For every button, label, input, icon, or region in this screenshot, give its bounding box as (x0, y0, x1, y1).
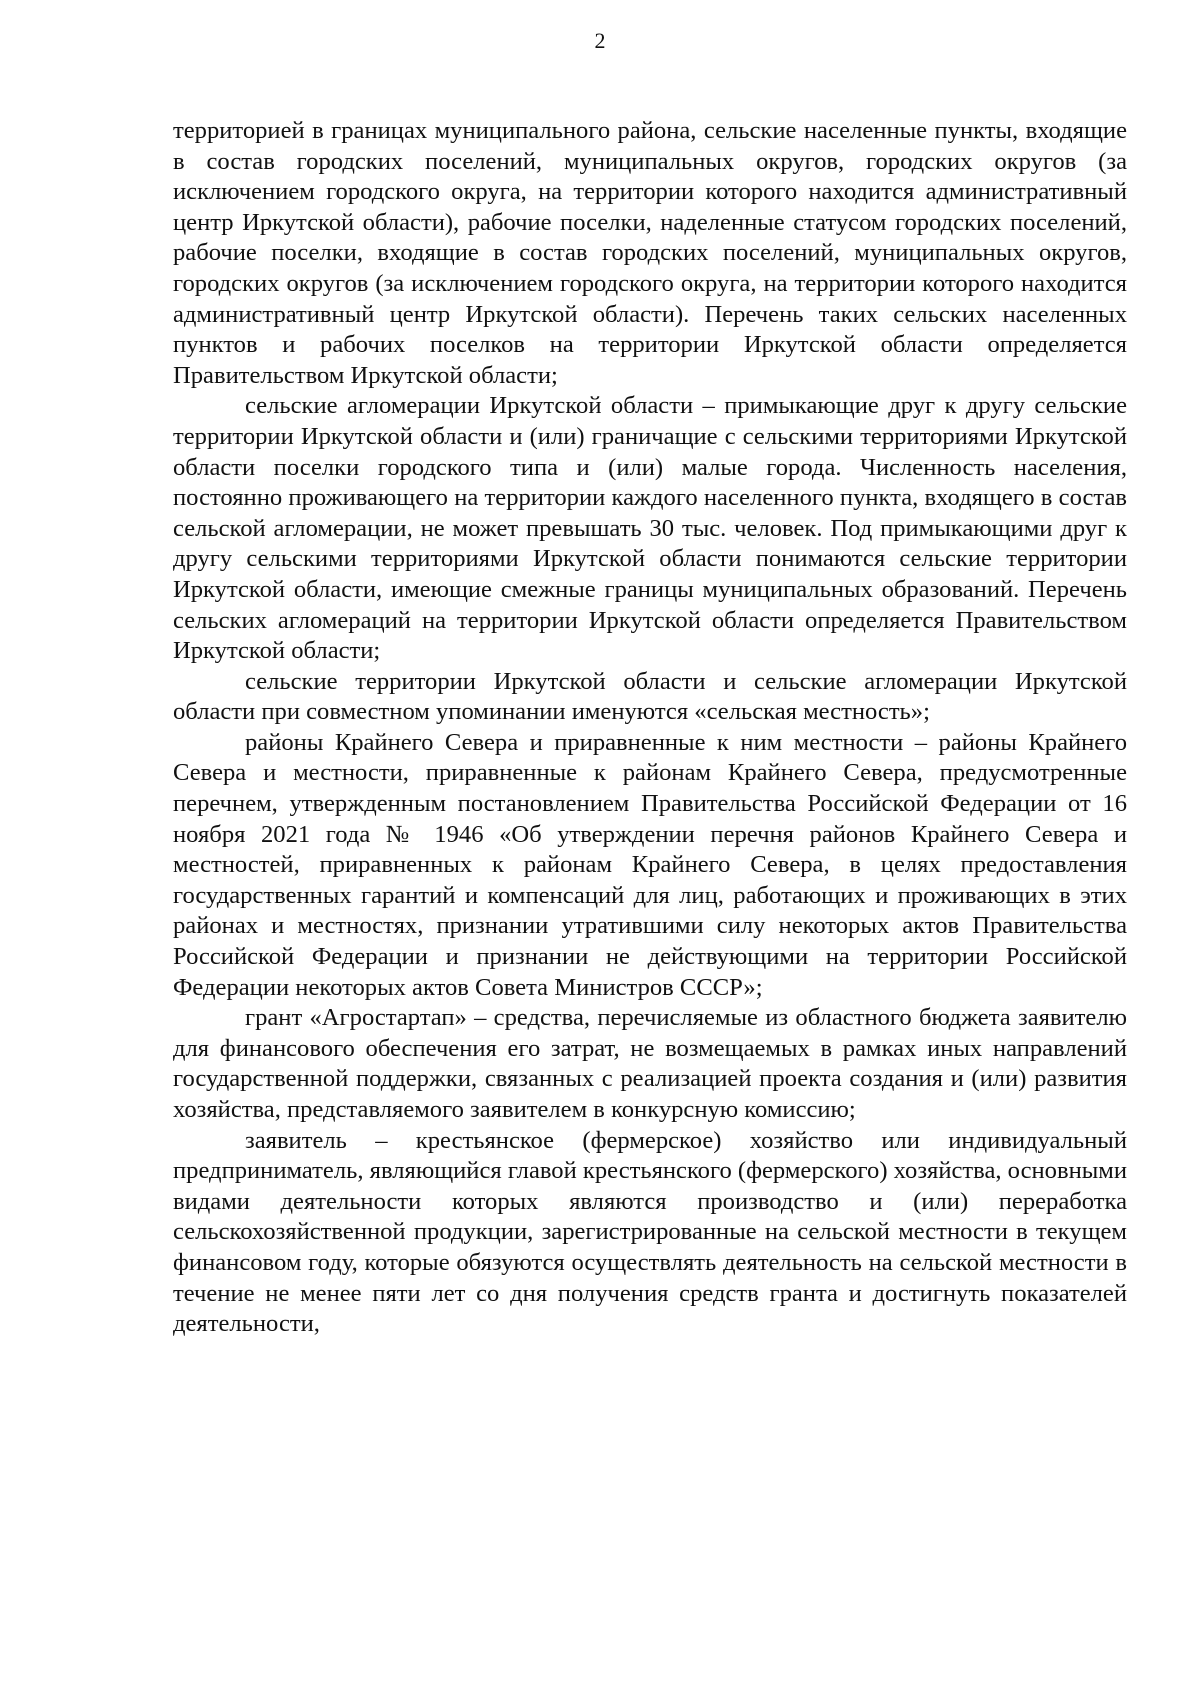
page-number: 2 (594, 28, 606, 53)
document-body (173, 116, 1127, 1340)
paragraph-rural-area-definition: сельские территории Иркутской области и сельские агломерации Иркутской области при совместном упоминании именуются «сельская местность»; (173, 667, 1127, 726)
paragraph-agrostartup-grant: грант «Агростартап» – средства, перечисляемые из областного бюджета заявителю для финансового обеспечения его затрат, не возмещаемых в рамках иных направлений государственной поддержки, связанных с реализацией проекта создания и (или) развития хозяйства, представляемого заявителем в конкурсную комиссию; (173, 1004, 1127, 1123)
paragraph-applicant-definition: заявитель – крестьянское (фермерское) хозяйство или индивидуальный предприниматель, являющийся главой крестьянского (фермерского) хозяйства, основными видами деятельности которых являются производство и (или) переработка сельскохозяйственной продукции, зарегистрированные на сельской местности в текущем финансовом году, которые обязуются осуществлять деятельность на сельской местности в течение не менее пяти лет со дня получения средств гранта и достигнуть показателей деятельности, (173, 1126, 1127, 1338)
paragraph-far-north-regions: районы Крайнего Севера и приравненные к ним местности – районы Крайнего Севера и местности, приравненные к районам Крайнего Севера, предусмотренные перечнем, утвержденным постановлением Правительства Российской Федерации от 16 ноября 2021 года № 1946 «Об утверждении перечня районов Крайнего Севера и местностей, приравненных к районам Крайнего Севера, в целях предоставления государственных гарантий и компенсаций для лиц, работающих и проживающих в этих районах и местностях, признании утратившими силу некоторых актов Правительства Российской Федерации и признании не действующими на территории Российской Федерации некоторых актов Совета Министров СССР»; (173, 728, 1127, 1001)
paragraph-rural-territories-continued: территорией в границах муниципального района, сельские населенные пункты, входящие в состав городских поселений, муниципальных округов, городских округов (за исключением городского округа, на территории которого находится административный центр Иркутской области), рабочие поселки, наделенные статусом городских поселений, рабочие поселки, входящие в состав городских поселений, муниципальных округов, городских округов (за исключением городского округа, на территории которого находится административный центр Иркутской области). Перечень таких сельских населенных пунктов и рабочих поселков на территории Иркутской области определяется Правительством Иркутской области; (173, 117, 1127, 389)
paragraph-rural-agglomerations: сельские агломерации Иркутской области – примыкающие друг к другу сельские территории Иркутской области и (или) граничащие с сельскими территориями Иркутской области поселки городского типа и (или) малые города. Численность населения, постоянно проживающего на территории каждого населенного пункта, входящего в состав сельской агломерации, не может превышать 30 тыс. человек. Под примыкающими друг к другу сельскими территориями Иркутской области понимаются сельские территории Иркутской области, имеющие смежные границы муниципальных образований. Перечень сельских агломераций на территории Иркутской области определяется Правительством Иркутской области; (173, 392, 1127, 665)
